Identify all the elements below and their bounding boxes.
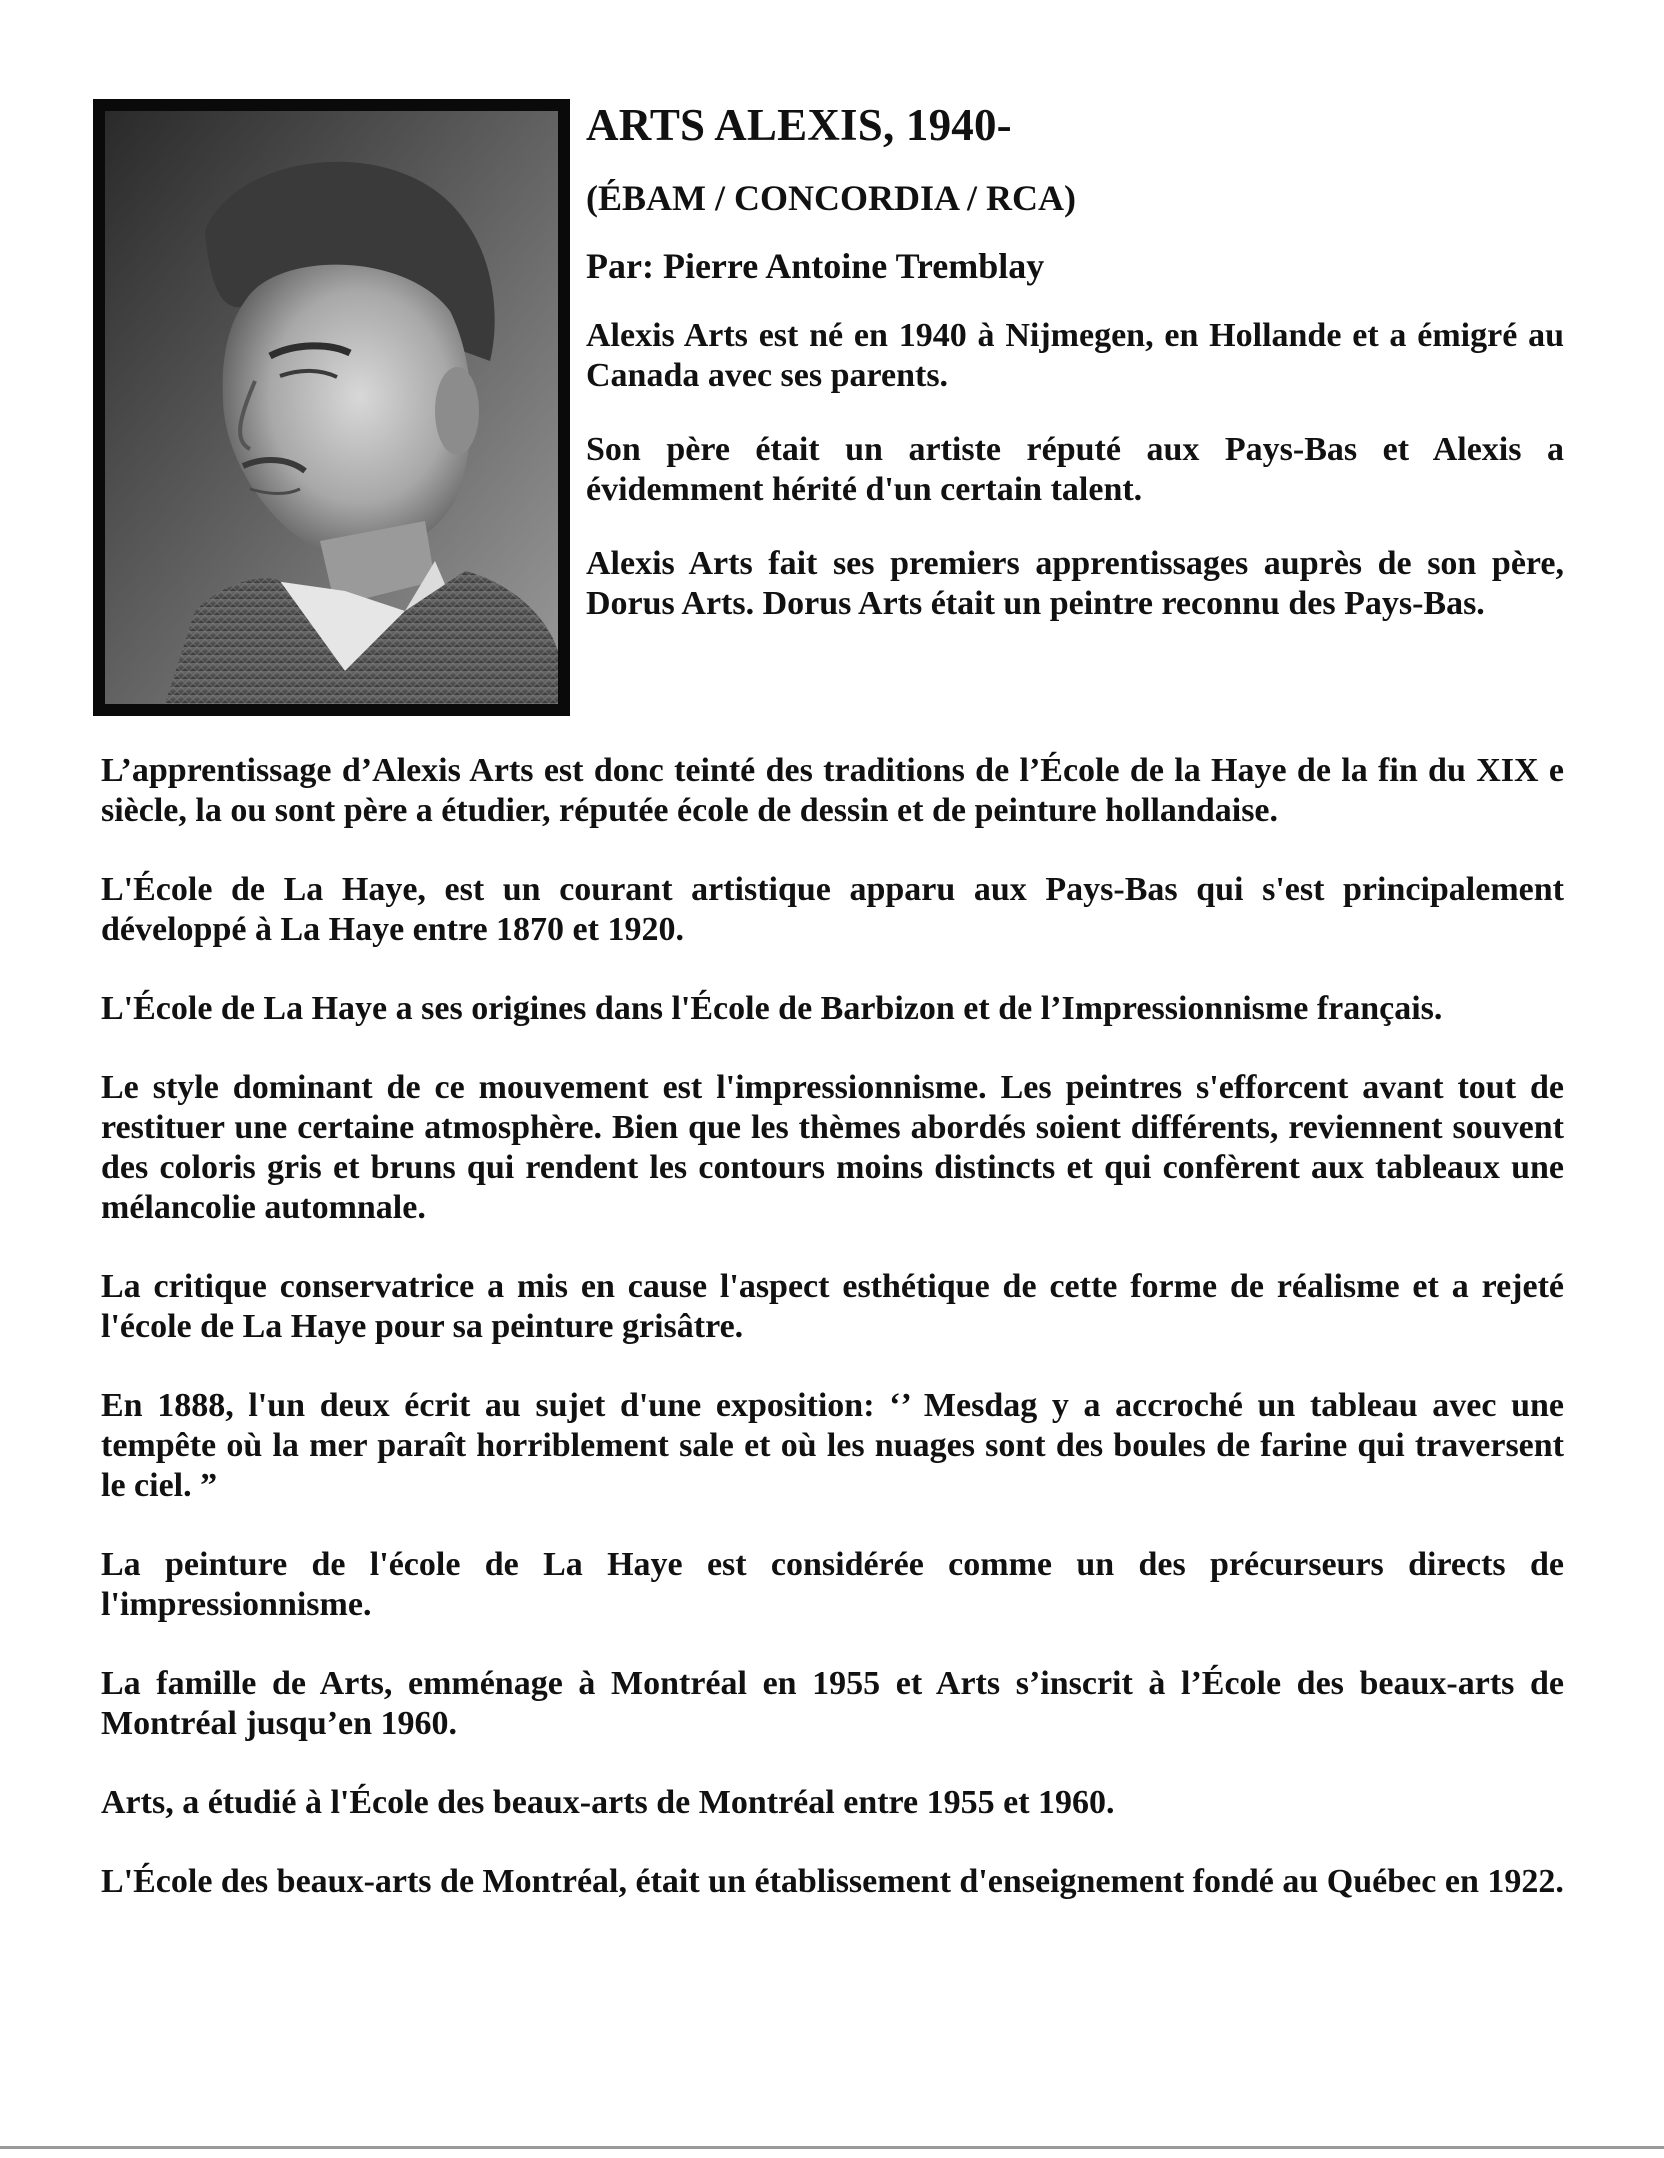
body-paragraph: La famille de Arts, emménage à Montréal en 1955 et Arts s’inscrit à l’École des beaux-arts de Montréal jusqu’en 1960. xyxy=(101,1665,1564,1742)
page-bottom-rule xyxy=(0,2146,1664,2149)
body-paragraph: Le style dominant de ce mouvement est l'impressionnisme. Les peintres s'efforcent avant tout de restituer une certaine atmosphère. Bien que les thèmes abordés soient différents, reviennent souvent des coloris gris et bruns qui rendent les contours moins distincts et qui confèrent aux tableaux une mélancolie automnale. xyxy=(101,1069,1564,1226)
intro-paragraph: Alexis Arts est né en 1940 à Nijmegen, en Hollande et a émigré au Canada avec ses parents. xyxy=(586,317,1564,394)
body-paragraph: L'École de La Haye a ses origines dans l'École de Barbizon et de l’Impressionnisme français. xyxy=(101,990,1443,1027)
body-text-block xyxy=(101,751,1564,1941)
body-paragraph: L'École des beaux-arts de Montréal, était un établissement d'enseignement fondé au Québec en 1922. xyxy=(101,1863,1564,1900)
body-paragraph: Arts, a étudié à l'École des beaux-arts de Montréal entre 1955 et 1960. xyxy=(101,1784,1115,1821)
body-paragraph: L'École de La Haye, est un courant artistique apparu aux Pays-Bas qui s'est principalement développé à La Haye entre 1870 et 1920. xyxy=(101,871,1564,948)
body-paragraph: En 1888, l'un deux écrit au sujet d'une exposition: ‘’ Mesdag y a accroché un tableau avec une tempête où la mer paraît horriblement sale et où les nuages sont des boules de farine qui traversent le ciel. ” xyxy=(101,1387,1564,1504)
body-paragraph: La peinture de l'école de La Haye est considérée comme un des précurseurs directs de l'impressionnisme. xyxy=(101,1546,1564,1623)
institution-subtitle: (ÉBAM / CONCORDIA / RCA) xyxy=(586,178,1076,218)
portrait-photo xyxy=(93,99,570,716)
page-title: ARTS ALEXIS, 1940- xyxy=(586,100,1012,150)
body-paragraph: La critique conservatrice a mis en cause l'aspect esthétique de cette forme de réalisme et a rejeté l'école de La Haye pour sa peinture grisâtre. xyxy=(101,1268,1564,1345)
portrait-photo-icon xyxy=(105,111,558,704)
intro-paragraph: Alexis Arts fait ses premiers apprentissages auprès de son père, Dorus Arts. Dorus Arts était un peintre reconnu des Pays-Bas. xyxy=(586,545,1564,622)
intro-paragraph: Son père était un artiste réputé aux Pays-Bas et Alexis a évidemment hérité d'un certain talent. xyxy=(586,431,1564,508)
author-line: Par: Pierre Antoine Tremblay xyxy=(586,246,1045,286)
body-paragraph: L’apprentissage d’Alexis Arts est donc teinté des traditions de l’École de la Haye de la fin du XIX e siècle, la ou sont père a étudier, réputée école de dessin et de peinture hollandaise. xyxy=(101,752,1564,829)
header-block xyxy=(586,98,1564,658)
